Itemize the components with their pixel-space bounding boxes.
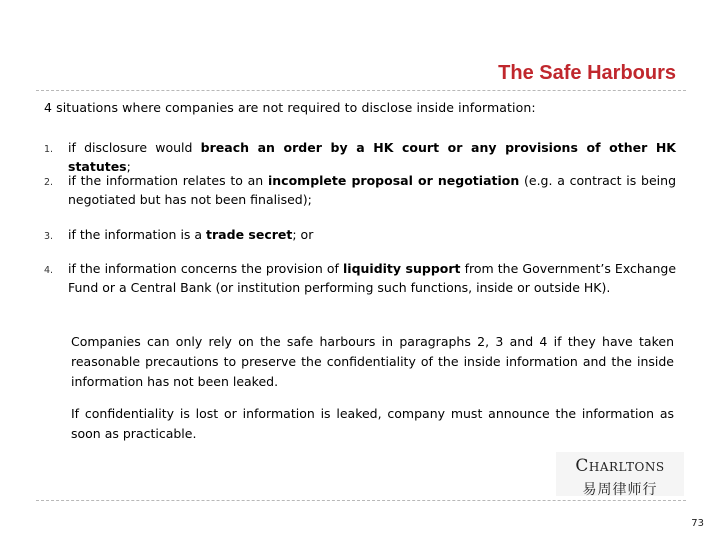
list-number: 4. — [44, 265, 54, 276]
bottom-divider — [36, 500, 686, 501]
item-bold-text: trade secret — [206, 227, 293, 242]
item-bold-text: liquidity support — [343, 261, 461, 276]
item-text: (e.g. a contract is being negotiated but has not been finalised); — [68, 173, 676, 207]
list-number: 2. — [44, 177, 54, 188]
item-text: from the Government’s Exchange Fund or a Central Bank (or institution performing such functions, inside or outside HK). — [68, 261, 677, 295]
item-bold-text: breach an order by a HK court or any provisions of other HK statutes — [68, 140, 676, 174]
item-bold-text: incomplete proposal or negotiation — [267, 173, 520, 188]
logo-name: Charltons — [575, 456, 665, 476]
list-number: 3. — [44, 231, 54, 242]
item-text: if the information concerns the provision of — [68, 261, 343, 276]
page-number: 73 — [691, 518, 704, 529]
item-text: if disclosure would — [68, 140, 201, 155]
precautions-paragraph: Companies can only rely on the safe harbours in paragraphs 2, 3 and 4 if they have taken reasonable precautions to preserve the confidentiality of the inside information and the inside information has not been leaked. — [71, 334, 674, 389]
charltons-logo — [556, 452, 684, 496]
list-item — [44, 259, 676, 297]
intro-text: 4 situations where companies are not required to disclose inside information: — [44, 100, 536, 115]
list-item — [44, 225, 676, 244]
confidentiality-paragraph: If confidentiality is lost or information is leaked, company must announce the information as soon as practicable. — [71, 406, 674, 441]
top-divider — [36, 90, 686, 91]
item-text: ; or — [292, 227, 314, 242]
logo-chinese-name: 易周律师行 — [582, 482, 658, 498]
item-text: if the information relates to an — [68, 173, 268, 188]
item-text: ; — [126, 159, 131, 174]
list-number: 1. — [44, 144, 54, 155]
item-text: if the information is a — [68, 227, 207, 242]
slide-title: The Safe Harbours — [498, 62, 676, 84]
list-item — [44, 171, 676, 209]
